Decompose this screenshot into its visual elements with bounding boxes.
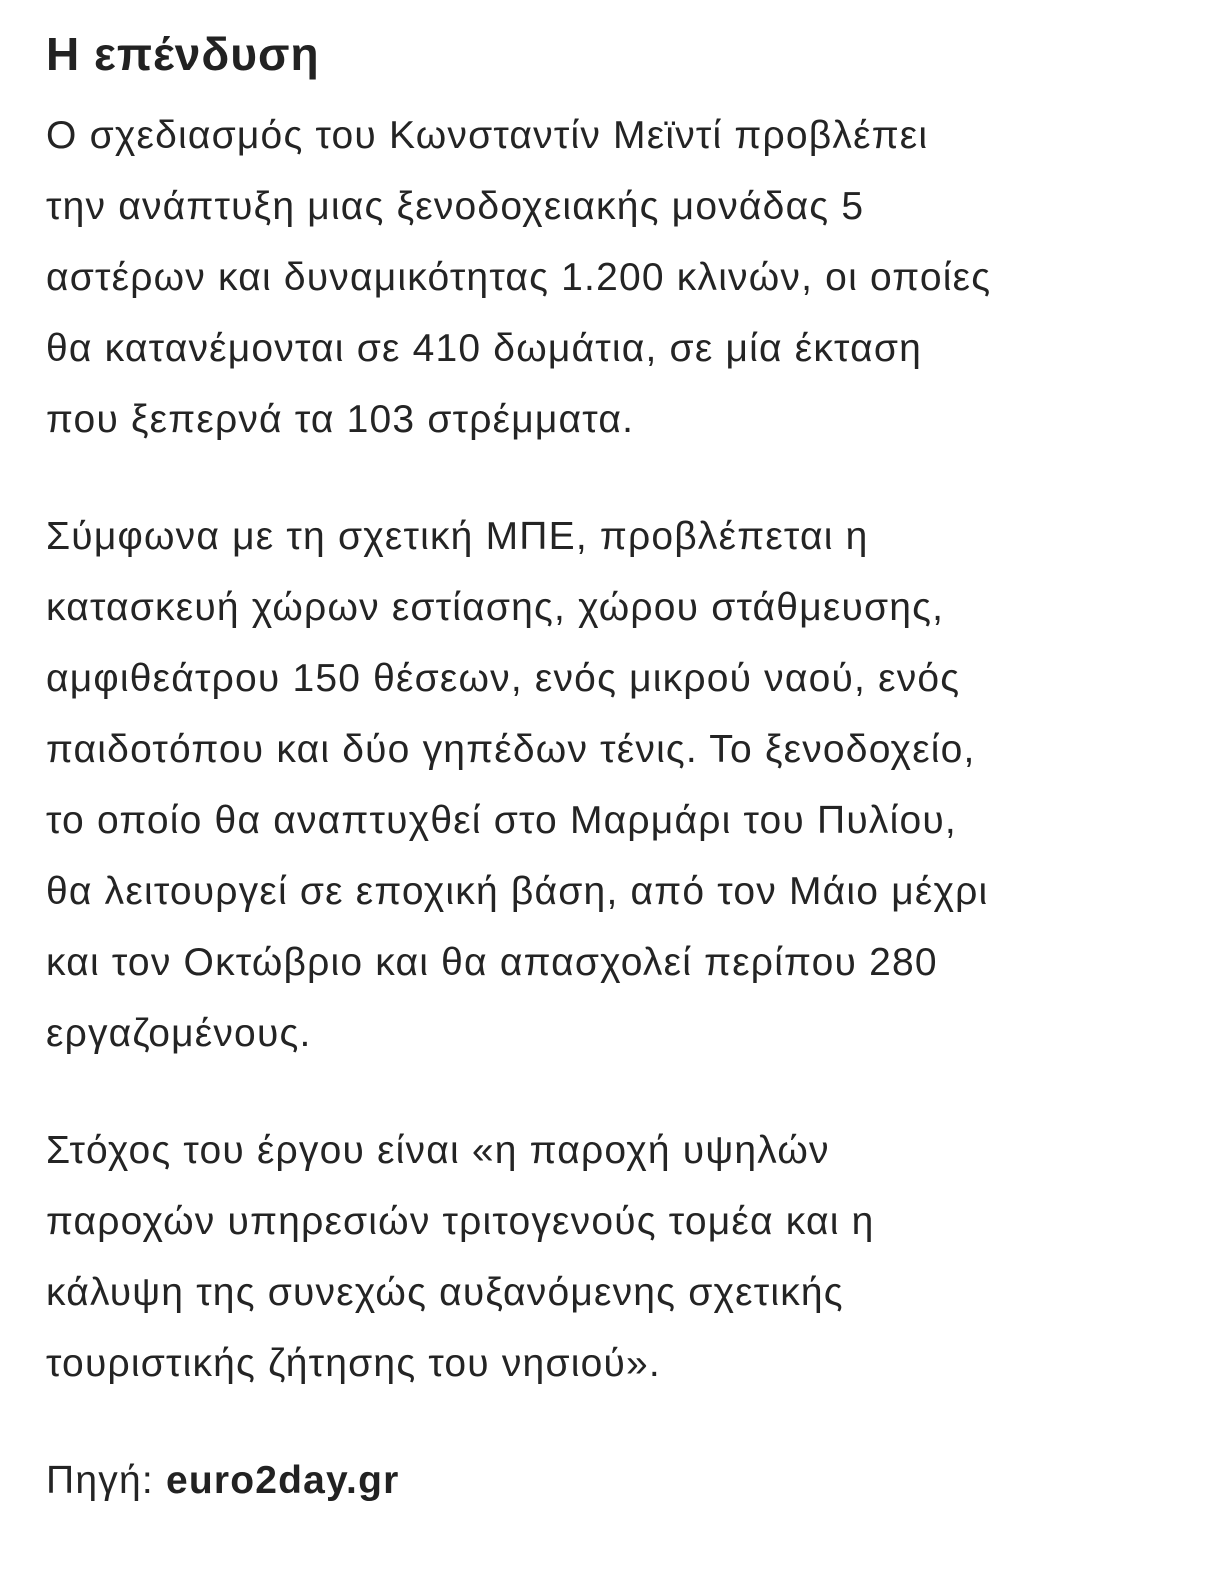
- paragraph-1: [46, 100, 1160, 455]
- text-line: την ανάπτυξη μιας ξενοδοχειακής μονάδας 5: [46, 185, 865, 228]
- paragraph-3: [46, 1115, 1160, 1399]
- text-line: παιδοτόπου και δύο γηπέδων τένις. Το ξενοδοχείο,: [46, 728, 976, 771]
- text-line: τουριστικής ζήτησης του νησιού».: [46, 1342, 661, 1385]
- text-line: παροχών υπηρεσιών τριτογενούς τομέα και η: [46, 1200, 875, 1243]
- text-line: κάλυψη της συνεχώς αυξανόμενης σχετικής: [46, 1271, 844, 1314]
- text-line: εργαζομένους.: [46, 1012, 312, 1055]
- text-line: Ο σχεδιασμός του Κωνσταντίν Μεϊντί προβλέπει: [46, 114, 929, 157]
- text-line: θα λειτουργεί σε εποχική βάση, από τον Μάιο μέχρι: [46, 870, 989, 913]
- text-line: το οποίο θα αναπτυχθεί στο Μαρμάρι του Πυλίου,: [46, 799, 957, 842]
- text-line: και τον Οκτώβριο και θα απασχολεί περίπου 280: [46, 941, 938, 984]
- text-line: Σύμφωνα με τη σχετική ΜΠΕ, προβλέπεται η: [46, 515, 869, 558]
- text-line: Στόχος του έργου είναι «η παροχή υψηλών: [46, 1129, 830, 1172]
- source-label: Πηγή:: [46, 1459, 154, 1502]
- text-line: κατασκευή χώρων εστίασης, χώρου στάθμευσης,: [46, 586, 945, 629]
- text-line: θα κατανέμονται σε 410 δωμάτια, σε μία έκταση: [46, 327, 923, 370]
- source-credit: [46, 1445, 1160, 1516]
- text-line: που ξεπερνά τα 103 στρέμματα.: [46, 398, 635, 441]
- text-line: αστέρων και δυναμικότητας 1.200 κλινών, οι οποίες: [46, 256, 992, 299]
- source-link[interactable]: euro2day.gr: [165, 1459, 400, 1502]
- paragraph-2: [46, 501, 1160, 1069]
- text-line: αμφιθεάτρου 150 θέσεων, ενός μικρού ναού, ενός: [46, 657, 961, 700]
- section-heading: Η επένδυση: [46, 28, 320, 80]
